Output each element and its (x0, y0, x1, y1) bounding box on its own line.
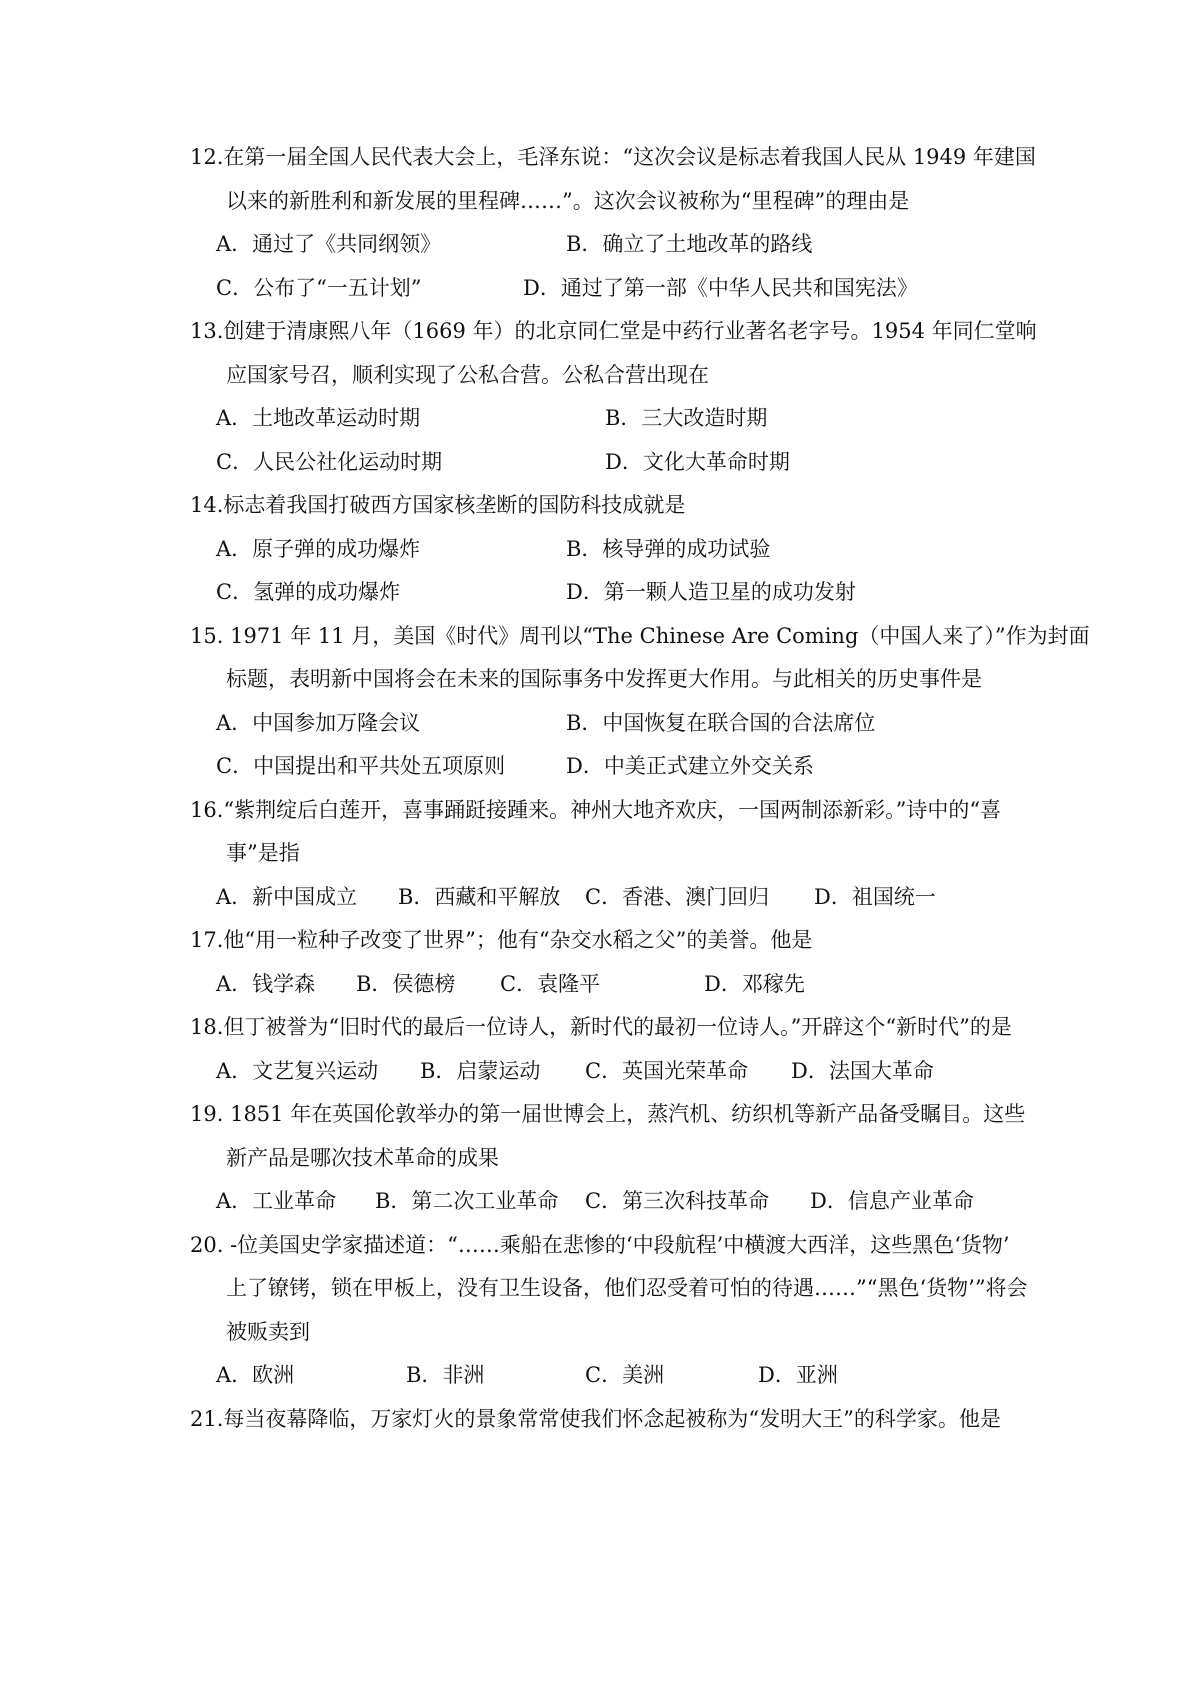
question-20-number: 20. (190, 1233, 224, 1257)
question-18-option-b: B．启蒙运动 (420, 1059, 541, 1083)
question-13-option-c: C．人民公社化运动时期 (216, 450, 443, 474)
question-16-number: 16. (190, 798, 224, 822)
question-13-line-2: 应国家号召，顺利实现了公私合营。公私合营出现在 (226, 363, 709, 387)
question-15-option-b: B．中国恢复在联合国的合法席位 (566, 711, 876, 735)
question-18-line-1: 18.但丁被誉为“旧时代的最后一位诗人，新时代的最初一位诗人。”开辟这个“新时代”的是 (190, 1015, 1012, 1039)
question-20-option-c: C．美洲 (585, 1363, 665, 1387)
question-18-option-c: C．英国光荣革命 (585, 1059, 749, 1083)
question-16-option-b: B．西藏和平解放 (398, 885, 561, 909)
question-16-option-c: C．香港、澳门回归 (585, 885, 770, 909)
question-21-line-1: 21.每当夜幕降临，万家灯火的景象常常使我们怀念起被称为“发明大王”的科学家。他是 (190, 1407, 1001, 1431)
question-13-option-a: A．土地改革运动时期 (216, 406, 421, 430)
question-21-number: 21. (190, 1407, 224, 1431)
question-13-option-b: B．三大改造时期 (605, 406, 768, 430)
question-20-line-2: 上了镣铐，锁在甲板上，没有卫生设备，他们忍受着可怕的待遇……”“黑色‘货物’”将会 (226, 1276, 1028, 1300)
question-19-option-d: D．信息产业革命 (810, 1189, 974, 1213)
question-14-option-d: D．第一颗人造卫星的成功发射 (566, 580, 856, 604)
question-12-number: 12. (190, 145, 224, 169)
question-12-line-1: 12.在第一届全国人民代表大会上，毛泽东说：“这次会议是标志着我国人民从 1949 年建国 (190, 145, 1036, 169)
question-16-option-d: D．祖国统一 (814, 885, 936, 909)
question-20-option-d: D．亚洲 (758, 1363, 838, 1387)
question-17-number: 17. (190, 928, 224, 952)
question-16-line-1: 16.“紫荆绽后白莲开，喜事踊跹接踵来。神州大地齐欢庆，一国两制添新彩。”诗中的“喜 (190, 798, 1002, 822)
question-19-line-1: 19. 1851 年在英国伦敦举办的第一届世博会上，蒸汽机、纺织机等新产品备受瞩目。这些 (190, 1102, 1026, 1126)
question-14-option-a: A．原子弹的成功爆炸 (216, 537, 421, 561)
question-15-line-2: 标题，表明新中国将会在未来的国际事务中发挥更大作用。与此相关的历史事件是 (226, 667, 982, 691)
question-17-line-1: 17.他“用一粒种子改变了世界”；他有“杂交水稻之父”的美誉。他是 (190, 928, 813, 952)
question-14-option-c: C．氢弹的成功爆炸 (216, 580, 401, 604)
question-15-option-d: D．中美正式建立外交关系 (566, 754, 814, 778)
question-17-option-b: B．侯德榜 (356, 972, 456, 996)
question-18-number: 18. (190, 1015, 224, 1039)
question-15-line-1: 15. 1971 年 11 月，美国《时代》周刊以“The Chinese Are Coming（中国人来了）”作为封面 (190, 624, 1090, 648)
question-19-option-c: C．第三次科技革命 (585, 1189, 770, 1213)
question-15-number: 15. (190, 624, 224, 648)
question-16-option-a: A．新中国成立 (216, 885, 358, 909)
question-19-option-b: B．第二次工业革命 (375, 1189, 559, 1213)
question-14-number: 14. (190, 493, 224, 517)
question-20-line-1: 20. -位美国史学家描述道：“……乘船在悲惨的‘中段航程’中横渡大西洋，这些黑色‘货物’ (190, 1233, 1010, 1257)
question-18-option-d: D．法国大革命 (791, 1059, 934, 1083)
question-13-number: 13. (190, 319, 224, 343)
question-15-option-c: C．中国提出和平共处五项原则 (216, 754, 506, 778)
question-12-line-2: 以来的新胜利和新发展的里程碑……”。这次会议被称为“里程碑”的理由是 (226, 189, 910, 213)
question-16-line-2: 事”是指 (226, 841, 300, 865)
question-15-option-a: A．中国参加万隆会议 (216, 711, 421, 735)
question-20-line-3: 被贩卖到 (226, 1320, 310, 1344)
question-13-line-1: 13.创建于清康熙八年（1669 年）的北京同仁堂是中药行业著名老字号。1954 年同仁堂响 (190, 319, 1037, 343)
question-18-option-a: A．文艺复兴运动 (216, 1059, 379, 1083)
question-12-option-a: A．通过了《共同纲领》 (216, 232, 442, 256)
question-12-option-d: D．通过了第一部《中华人民共和国宪法》 (523, 276, 918, 300)
question-17-option-a: A．钱学森 (216, 972, 316, 996)
question-17-option-d: D．邓稼先 (704, 972, 805, 996)
question-12-option-b: B．确立了土地改革的路线 (566, 232, 813, 256)
question-20-option-a: A．欧洲 (216, 1363, 295, 1387)
question-17-option-c: C．袁隆平 (500, 972, 601, 996)
question-19-number: 19. (190, 1102, 224, 1126)
question-19-line-2: 新产品是哪次技术革命的成果 (226, 1146, 499, 1170)
question-19-option-a: A．工业革命 (216, 1189, 337, 1213)
question-13-option-d: D．文化大革命时期 (605, 450, 790, 474)
question-20-option-b: B．非洲 (406, 1363, 485, 1387)
question-12-option-c: C．公布了“一五计划” (216, 276, 422, 300)
question-14-option-b: B．核导弹的成功试验 (566, 537, 771, 561)
question-14-line-1: 14.标志着我国打破西方国家核垄断的国防科技成就是 (190, 493, 686, 517)
